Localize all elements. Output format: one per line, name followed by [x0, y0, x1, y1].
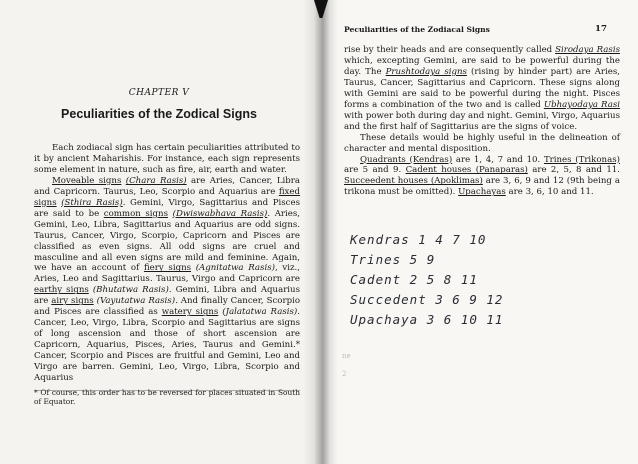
- airy-signs-term: (Vayutatwa Rasis): [96, 296, 176, 307]
- text-span: are 1, 4, 7 and 10.: [452, 154, 544, 165]
- left-page: [0, 0, 318, 464]
- text-span: are 5 and 9.: [344, 165, 406, 176]
- trines-label: Trines (Trikonas): [543, 154, 620, 165]
- intro-paragraph: Each zodiacal sign has certain peculiarities attributed to it by ancient Maharishis. For instance, each sign represents some element in nature, such as fire, air, earth and water.: [34, 143, 300, 175]
- cadent-label: Cadent houses (Panaparas): [405, 165, 528, 176]
- text-span: . And finally Cancer, Scorpio and Pisces are classified as: [34, 296, 300, 318]
- fiery-signs-term: (Agnitatwa Rasis): [195, 263, 275, 274]
- handwritten-note-cadent: Cadent 2 5 8 11: [350, 272, 478, 287]
- text-span: . Aries, Gemini, Leo, Libra, Sagittarius and Aquarius are odd signs. Taurus, Cancer, Virgo, Scorpio, Capricorn and Pisces are classified as even signs. All odd signs are cruel and masculine and all even signs are mild and feminine. Again, we have an account of: [34, 208, 300, 274]
- left-body-text: [34, 143, 300, 384]
- chapter-title: Peculiarities of the Zodical Signs: [61, 107, 257, 121]
- right-body-text: [344, 45, 620, 198]
- moveable-signs-label: Moveable signs: [52, 175, 122, 186]
- earthy-signs-label: earthy signs: [34, 285, 89, 296]
- page-number: 17: [595, 24, 607, 34]
- text-span: are 3, 6, 10 and 11.: [505, 187, 594, 198]
- usefulness-paragraph: These details would be highly useful in the delineation of character and mental disposition.: [344, 132, 620, 154]
- text-span: . Gemini, Libra and Aquarius are: [34, 285, 301, 307]
- watery-signs-label: watery signs: [161, 307, 219, 318]
- upachayas-label: Upachayas: [458, 187, 506, 198]
- text-span: rise by their heads and are consequently called: [344, 45, 556, 55]
- handwritten-note-succedent: Succedent 3 6 9 12: [350, 292, 504, 307]
- running-head: Peculiarities of the Zodiacal Signs: [344, 25, 490, 34]
- common-signs-term: (Dwiswabhava Rasis): [172, 208, 268, 219]
- prushtodaya-term: Prushtodaya signs: [385, 66, 467, 77]
- sirodaya-term: Sirodaya Rasis: [555, 45, 620, 55]
- text-span: with power both during day and night. Gemini, Virgo, Aquarius and the first half of Sagittarius are the signs of voice.: [344, 110, 620, 132]
- moveable-signs-term: (Chara Rasis): [125, 175, 187, 186]
- text-span: are Aries, Cancer, Libra and Capricorn. Taurus, Leo, Scorpio and Aquarius are: [34, 175, 301, 197]
- fiery-signs-label: fiery signs: [143, 263, 192, 274]
- airy-signs-label: airy signs: [51, 296, 94, 307]
- handwritten-note-trines: Trines 5 9: [350, 252, 436, 267]
- ascension-paragraph: [344, 45, 620, 133]
- faint-margin-mark: ne: [342, 352, 351, 360]
- earthy-signs-term: (Bhutatwa Rasis): [92, 285, 169, 296]
- common-signs-label: common signs: [103, 208, 168, 219]
- quadrants-label: Quadrants (Kendras): [360, 154, 453, 165]
- ubhayodaya-term: Ubhayodaya Rasi: [543, 99, 621, 110]
- book-gutter: [304, 0, 338, 464]
- text-span: which, excepting Gemini, are said to be powerful during the day. The: [344, 55, 620, 77]
- handwritten-note-kendras: Kendras 1 4 7 10: [350, 232, 487, 247]
- fixed-signs-label: fixed signs: [34, 186, 300, 208]
- text-span: are 3, 6, 9 and 12 (9th being a trikona must be omitted).: [344, 176, 620, 198]
- sign-classification-paragraph: [34, 176, 300, 384]
- text-span: are 2, 5, 8 and 11.: [527, 165, 620, 176]
- text-span: . Gemini, Virgo, Sagittarius and Pisces are said to be: [34, 197, 300, 219]
- handwritten-note-upachaya: Upachaya 3 6 10 11: [350, 312, 504, 327]
- footnote: * Of course, this order has to be reversed for places situated in South of Equator.: [34, 388, 300, 406]
- fixed-signs-term: (Sthira Rasis): [61, 197, 123, 208]
- houses-paragraph: [344, 155, 620, 199]
- watery-signs-term: (Jalatatwa Rasis): [222, 307, 298, 318]
- chapter-label: CHAPTER V: [128, 88, 190, 98]
- text-span: (rising by hinder part) are Aries, Taurus, Cancer, Sagittarius and Capricorn. These signs along with Gemini are said to be powerful during the night. Pisces forms a combination of the two and is called: [344, 66, 621, 110]
- text-span: , viz., Aries, Leo and Sagittarius. Taurus, Virgo and Capricorn are: [34, 263, 300, 285]
- text-span: . Cancer, Leo, Virgo, Libra, Scorpio and Sagittarius are signs of long ascension and those of short ascension are Capricorn, Aquarius, Pisces, Aries, Taurus and Gemini.* Cancer, Scorpio and Pisces are fruitful and Gemini, Leo and Virgo are barren. Gemini, Leo, Virgo, Libra, Scorpio and Aquarius: [34, 307, 300, 384]
- succedent-label: Succeedent houses (Apoklimas): [344, 176, 483, 187]
- faint-margin-mark: 2: [342, 370, 347, 378]
